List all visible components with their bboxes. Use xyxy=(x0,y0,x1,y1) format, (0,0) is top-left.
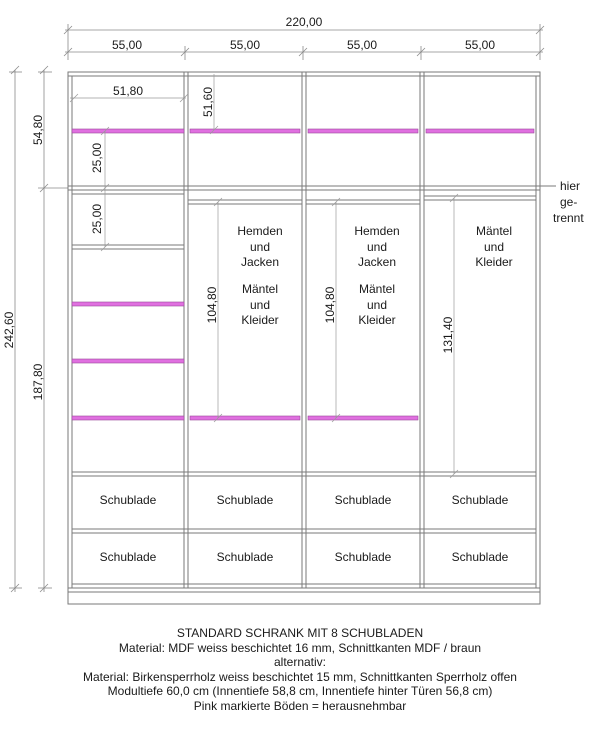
compartment-label: und xyxy=(249,240,271,254)
module-width-label-4: 55,00 xyxy=(464,38,496,52)
compartment-label: Mäntel xyxy=(241,282,279,296)
separation-note xyxy=(553,179,584,225)
inner-width-label: 51,80 xyxy=(112,84,144,98)
compartment-label: Mäntel xyxy=(358,282,396,296)
top-height-label: 54,80 xyxy=(31,114,45,146)
removable-shelf xyxy=(72,302,184,306)
removable-shelf xyxy=(426,129,534,133)
removable-shelf xyxy=(190,416,300,420)
compartment-label: Kleider xyxy=(358,313,396,327)
drawer-label: Schublade xyxy=(451,550,509,564)
separation-note-line: hier xyxy=(560,179,581,193)
compartment-label: und xyxy=(483,240,505,254)
caption-line: alternativ: xyxy=(273,655,327,670)
hang-height-label-col2: 104,80 xyxy=(205,286,219,324)
shelf-spacing-label-1: 25,00 xyxy=(90,142,104,174)
removable-shelves xyxy=(72,129,534,420)
caption-line: Material: MDF weiss beschichtet 16 mm, Schnittkanten MDF / braun xyxy=(118,640,482,655)
drawer-label: Schublade xyxy=(334,493,392,507)
compartment-label: Jacken xyxy=(240,255,280,269)
total-width-label: 220,00 xyxy=(285,15,323,29)
compartment-label: Hemden xyxy=(354,224,400,238)
total-height-label: 242,60 xyxy=(2,311,16,349)
hang-height-label-col4: 131,40 xyxy=(441,316,455,354)
separation-note-line: ge- xyxy=(560,195,578,209)
shelf-spacing-label-2: 25,00 xyxy=(90,203,104,235)
compartment-label: Kleider xyxy=(241,313,279,327)
hang-height-label-col3: 104,80 xyxy=(323,286,337,324)
drawer-label: Schublade xyxy=(451,493,509,507)
compartment-label: Jacken xyxy=(357,255,397,269)
cabinet-frame xyxy=(68,72,556,604)
drawing-caption xyxy=(0,626,600,714)
removable-shelf xyxy=(72,359,184,363)
caption-line: Material: Birkensperrholz weiss beschichtet 15 mm, Schnittkanten Sperrholz offen xyxy=(83,669,517,684)
top-compartment-height-label: 51,60 xyxy=(201,86,215,118)
compartment-label: Mäntel xyxy=(475,224,513,238)
module-width-label-3: 55,00 xyxy=(346,38,378,52)
drawer-label: Schublade xyxy=(216,550,274,564)
compartment-label: und xyxy=(366,298,388,312)
caption-title: STANDARD SCHRANK MIT 8 SCHUBLADEN xyxy=(176,626,424,640)
removable-shelf xyxy=(72,129,184,133)
drawer-label: Schublade xyxy=(216,493,274,507)
drawer-label: Schublade xyxy=(99,493,157,507)
module-width-label-2: 55,00 xyxy=(229,38,261,52)
removable-shelf xyxy=(308,416,418,420)
drawer-label: Schublade xyxy=(99,550,157,564)
compartment-label: Kleider xyxy=(475,255,513,269)
compartment-label: und xyxy=(249,298,271,312)
caption-line: Modultiefe 60,0 cm (Innentiefe 58,8 cm, Innentiefe hinter Türen 56,8 cm) xyxy=(107,684,493,699)
compartment-label: Hemden xyxy=(237,224,283,238)
removable-shelf xyxy=(308,129,418,133)
separation-note-line: trennt xyxy=(553,211,584,225)
drawer-label: Schublade xyxy=(334,550,392,564)
compartment-labels xyxy=(237,224,512,327)
lower-height-label: 187,80 xyxy=(31,363,45,401)
module-width-label-1: 55,00 xyxy=(111,38,143,52)
caption-line: Pink markierte Böden = herausnehmbar xyxy=(193,698,407,713)
removable-shelf xyxy=(190,129,300,133)
compartment-label: und xyxy=(366,240,388,254)
removable-shelf xyxy=(72,416,184,420)
